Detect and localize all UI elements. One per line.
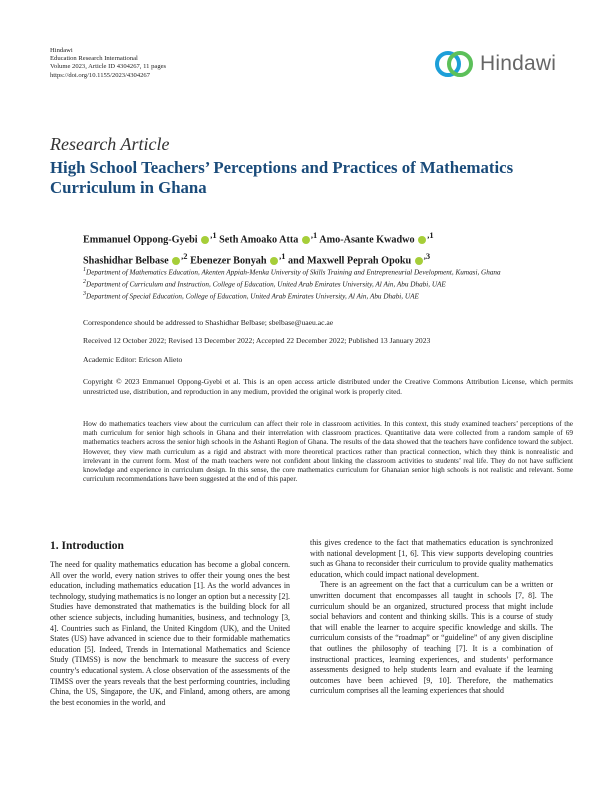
affiliation-number: 1	[83, 267, 86, 273]
orcid-icon[interactable]	[172, 257, 180, 265]
affiliation-text: Department of Special Education, College of Education, United Arab Emirates University, Al Ain, Abu Dhabi, UAE	[86, 292, 419, 301]
author-affiliation-sup: ,1	[279, 251, 286, 262]
section-heading: 1. Introduction	[50, 540, 124, 552]
author-line-1	[83, 227, 583, 248]
article-type: Research Article	[50, 134, 170, 154]
author-affiliation-sup: ,3	[423, 251, 431, 262]
author-affiliation-sup: ,1	[427, 230, 434, 240]
paragraph: this gives credence to the fact that mathematics education is synchronized with national development [1, 6]. This view supports developing countries such as Ghana to reconsider their curriculum to provide quality mathematics education, which could impact national development.	[310, 538, 553, 579]
hindawi-logo-icon	[432, 44, 476, 84]
affiliation-item	[83, 290, 583, 302]
volume-line: Volume 2023, Article ID 4304267, 11 pages	[50, 63, 167, 71]
publication-dates: Received 12 October 2022; Revised 13 December 2022; Accepted 22 December 2022; Published 13 January 2023	[83, 336, 431, 345]
copyright-notice: Copyright © 2023 Emmanuel Oppong-Gyebi et al. This is an open access article distributed under the Creative Commons Attribution License, which permits unrestricted use, distribution, and reproduction in any medium, provided the original work is properly cited.	[83, 377, 573, 396]
author-affiliation-sup: ,1	[310, 230, 318, 240]
paragraph: There is an agreement on the fact that a curriculum can be a written or unwritten document that encompasses all taught in schools [7, 8]. The curriculum should be an organized, structured process that might include social behaviors and content and thinking skills. This is a course of study that will enable the learner to acquire specific knowledge and skills. The curriculum consists of the “roadmap” or “guideline” of any given discipline that outlines the philosophy of teaching [7]. It is a combination of instructional practices, learning experiences, and students’ performance assessments designed to help students learn and evaluate if the learning outcomes have been achieved [9, 10]. Therefore, the mathematics curriculum comprises all the learning experiences that should	[310, 580, 553, 696]
right-column	[310, 538, 553, 697]
author-name: Amo-Asante Kwadwo	[319, 234, 415, 246]
orcid-icon[interactable]	[415, 257, 423, 265]
affiliation-number: 2	[83, 278, 86, 285]
correspondence: Correspondence should be addressed to Shashidhar Belbase; sbelbase@uaeu.ac.ae	[83, 318, 334, 327]
doi-link[interactable]: https://doi.org/10.1155/2023/4304267	[50, 71, 151, 79]
orcid-icon[interactable]	[418, 236, 426, 244]
article-title: High School Teachers’ Perceptions and Practices of Mathematics Curriculum in Ghana	[50, 158, 514, 197]
orcid-icon[interactable]	[201, 236, 209, 244]
hindawi-logo	[432, 44, 558, 84]
author-name: Emmanuel Oppong-Gyebi	[83, 234, 198, 246]
author-name: Ebenezer Bonyah	[190, 255, 267, 267]
author-name: Seth Amoako Atta	[219, 234, 299, 246]
author-affiliation-sup: ,2	[181, 251, 188, 262]
paragraph: The need for quality mathematics education has become a global concern. All over the world, every nation strives to offer their young ones the best education, including mathematics education [1]. As the world advances in technology, studying mathematics is no longer an option but a necessity [2]. Studies have demonstrated that mathematics is the building block for all other science subjects, including humanities, business, and technology [3, 4]. Countries such as Finland, the United Kingdom (UK), and the United States (US) have advanced in science due to their formidable mathematics education [5]. Indeed, Trends in International Mathematics and Science Study (TIMSS) is now the benchmark to measure the success of every country’s educational system. A close observation of the assessments of the TIMSS over the years reveals that the best performing countries, including China, the US, Singapore, the UK, and Finland, among others, are among the best economies in the world, and	[50, 560, 290, 707]
orcid-icon[interactable]	[302, 236, 310, 244]
logo-wordmark: Hindawi	[480, 52, 557, 75]
academic-editor: Academic Editor: Ericson Alieto	[83, 355, 183, 364]
affiliation-item	[83, 266, 583, 278]
journal-metadata	[50, 47, 166, 80]
affiliation-number: 3	[83, 290, 86, 297]
author-name: and Maxwell Peprah Opoku	[288, 255, 412, 267]
abstract: How do mathematics teachers view about the curriculum can affect their role in classroom activities. In this context, this study examined teachers’ perceptions of the math curriculum for senior high schools in Ghana and their interrelation with classroom practices. Quantitative data were collected from a random sample of 69 mathematics teachers across the senior high schools in the Ashanti Region of Ghana. The results of the data showed that the teachers have confidence toward the subject. However, they view math curriculum as a rigid and abstract with more theoretical practices rather than practical connection, which they think is nonrealistic and irrelevant in the current form. Most of the math teachers were not confident about linking the classroom activities to students’ real life. They do not have sufficient knowledge and experience in curriculum design. In this sense, the core mathematics curriculum for Ghanaian senior high schools is not realistic and relevant. Some curriculum recommendations have been suggested at the end of this paper.	[83, 420, 573, 484]
author-name: Shashidhar Belbase	[83, 255, 169, 267]
affiliation-item	[83, 278, 583, 290]
orcid-icon[interactable]	[270, 257, 278, 265]
author-affiliation-sup: ,1	[210, 230, 217, 240]
journal-name: Education Research International	[50, 55, 138, 63]
affiliation-text: Department of Mathematics Education, Akenten Appiah-Menka University of Skills Training and Entrepreneurial Development, Kumasi, Ghana	[86, 268, 501, 277]
publisher-name: Hindawi	[50, 47, 73, 54]
affiliation-list	[83, 266, 583, 302]
author-list	[83, 227, 583, 270]
left-column	[50, 560, 290, 708]
affiliation-text: Department of Curriculum and Instruction, College of Education, United Arab Emirates University, Al Ain, Abu Dhabi, UAE	[86, 280, 446, 289]
